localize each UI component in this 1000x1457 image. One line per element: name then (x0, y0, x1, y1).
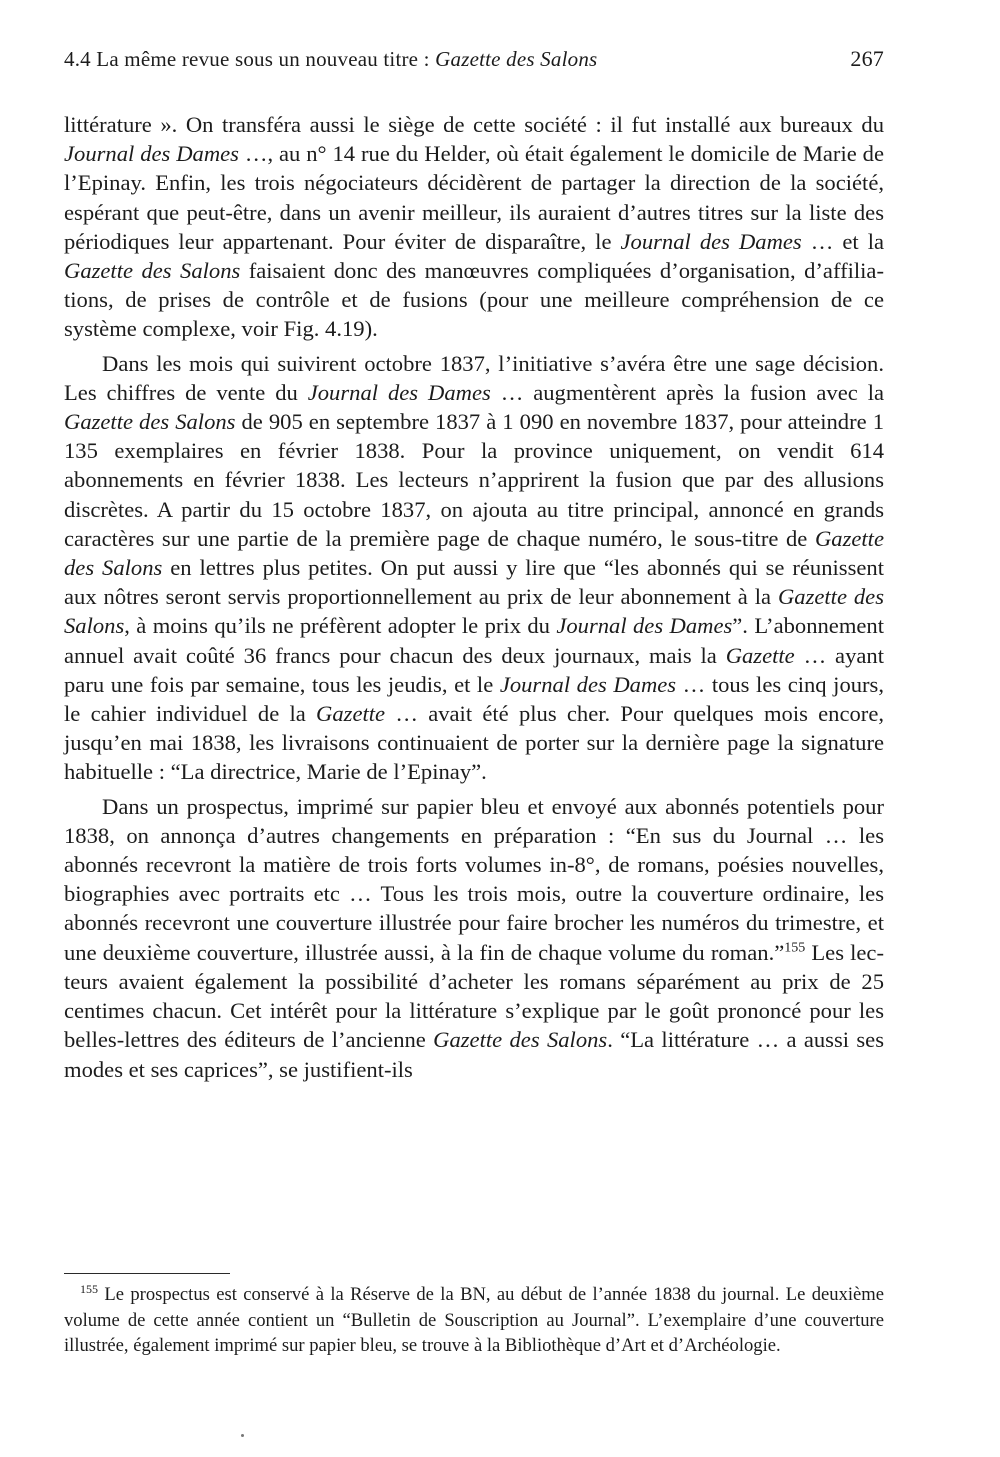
text-run: … augmentèrent après la fusion avec la (490, 379, 885, 405)
page-number: 267 (850, 46, 884, 71)
footnote-155 (64, 1282, 884, 1359)
text-run: de 905 en septembre 1837 à 1 090 en novembre 1837, pour atteindre 1 135 exemplaires en février 1838. Pour la province uniquement, on vendit 614 abonnements en février 1838. Les lecteurs n’apprirent la fusion que par des allusions discrètes. A partir du 15 octobre 1837, on ajouta au titre principal, annoncé en grands caractères sur une partie de la première page de chaque numéro, le sous-titre de (64, 409, 884, 551)
text-run: faisaient donc des manœuvres compliquées d’organisation, d’affiliations, de prises de contrôle et de fusions (pour une meilleure compréhension de ce système complexe, voir Fig. 4.19). (64, 258, 884, 342)
text-run: . “La littérature … a aussi ses modes et ses caprices”, se justifient-ils (64, 1027, 884, 1082)
paragraph-3 (64, 792, 884, 1084)
running-head (64, 44, 884, 74)
footnote-reference[interactable]: 155 (784, 940, 806, 956)
text-run: , à moins qu’ils ne préfèrent adopter le prix du (124, 613, 557, 639)
text-run: littérature ». On transféra aussi le siège de cette société : il fut installé aux bureaux du (64, 112, 884, 137)
text-run: Les lecteurs avaient également la possibilité d’acheter les romans séparément au prix de 25 centimes chacun. Cet intérêt pour la littérature s’explique par le goût prononcé pour les belles-lettres des éditeurs de l’ancienne (64, 939, 884, 1053)
text-run: … ayant paru une fois par semaine, tous les jeudis, et le (64, 642, 884, 697)
italic-title: Gazette des Salons (64, 258, 241, 284)
section-title (64, 44, 597, 74)
footnote-number: 155 (80, 1281, 98, 1296)
text-run: ”. L’abonnement annuel avait coûté 36 francs pour chacun des deux journaux, mais la (64, 613, 884, 668)
paragraph-1 (64, 110, 884, 344)
text-run: … et la (801, 228, 884, 254)
italic-title: Gazette des Salons (64, 525, 884, 581)
text-run: en lettres plus petites. On put aussi y lire que “les abonnés qui se réunissent aux nôtres seront servis proportionnellement au prix de leur abonnement à la (64, 555, 884, 610)
scan-speck (241, 1434, 244, 1437)
italic-title: Gazette des Salons (433, 1027, 608, 1053)
text-run: … tous les cinq jours, le cahier individuel de la (64, 671, 884, 727)
text-run: Dans un prospectus, imprimé sur papier bleu et envoyé aux abonnés potentiels pour 1838, on annonça d’autres changements en préparation : “En sus du Journal … les abonnés recevront la matière de trois forts volumes in-8°, de romans, poésies nouvelles, biographies avec portraits etc … Tous les trois mois, outre la couverture ordinaire, les abonnés recevront une couverture illustrée pour faire brocher les numéros du trimestre, et une deuxième couverture, illustrée aussi, à la fin de chaque volume du roman.” (64, 793, 884, 965)
paragraph-2 (64, 349, 884, 787)
footnote (64, 1282, 884, 1359)
italic-title: Gazette des Salons (64, 409, 236, 435)
text-run: … avait été plus cher. Pour quelques mois encore, jusqu’en mai 1838, les livraisons continuaient de porter sur la dernière page la signature habituelle : “La directrice, Marie de l’Epinay”. (64, 701, 884, 785)
text-run: Dans les mois qui suivirent octobre 1837, l’initiative s’avéra être une sage décision. Les chiffres de vente du (64, 350, 884, 405)
italic-title: Journal des Dames (620, 228, 802, 254)
italic-title: Gazette (316, 701, 386, 727)
text-run: …, au n° 14 rue du Helder, où était également le domicile de Marie de l’Epinay. Enfin, les trois négociateurs décidèrent de partager la direction de la société, espérant que peut-être, dans un avenir meilleur, ils auraient d’autres titres sur la liste des périodiques leur appartenant. Pour éviter de disparaître, le (64, 141, 884, 254)
italic-title: Gazette des Salons (64, 584, 884, 639)
italic-title: Journal des Dames (64, 141, 239, 167)
section-title-prefix: 4.4 La même revue sous un nouveau titre : (64, 47, 436, 71)
section-title-italic: Gazette des Salons (435, 47, 598, 71)
body-text (64, 110, 884, 1084)
italic-title: Journal des Dames (499, 671, 677, 697)
book-page (64, 44, 885, 1356)
footnote-divider (64, 1273, 230, 1274)
italic-title: Gazette (725, 642, 795, 668)
footnote-text: Le prospectus est conservé à la Réserve de la BN, au début de l’année 1838 du journal. Le deuxième volume de cette année contient un “Bulletin de Souscription au Journal”. L’exemplaire d’une couverture illustrée, également imprimé sur papier bleu, se trouve à la Bibliothèque d’Art et d’Archéologie. (64, 1284, 884, 1356)
italic-title: Journal des Dames (307, 379, 491, 405)
italic-title: Journal des Dames (556, 613, 733, 639)
